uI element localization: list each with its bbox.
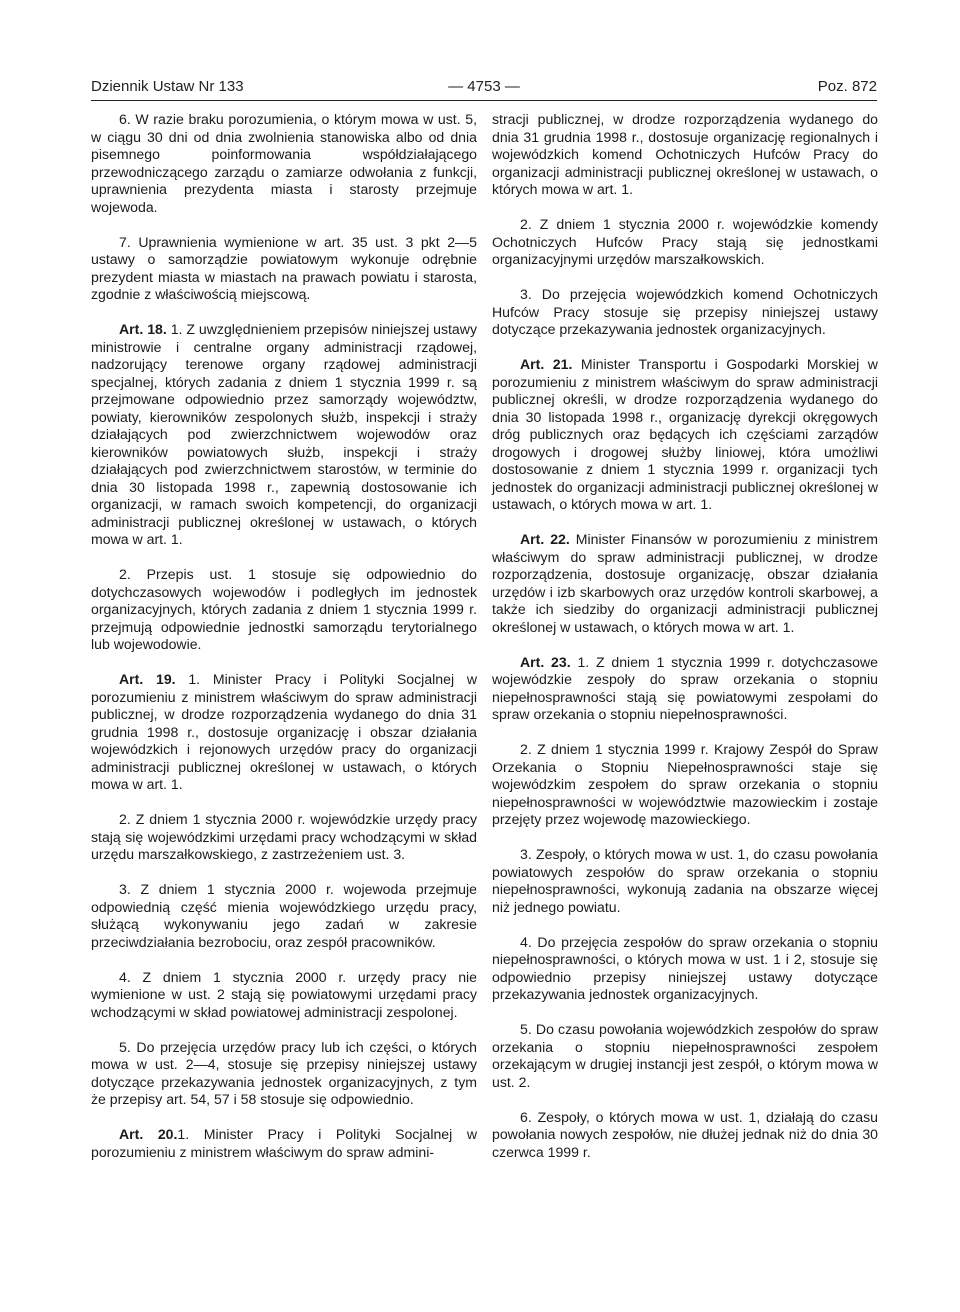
paragraph (91, 234, 477, 304)
paragraph-text: 2. Przepis ust. 1 stosuje się odpowiednio do dotychczasowych wojewodów i podległych im jednostek organizacyjnych, których zadania z dniem 1 stycznia 1999 r. przejmują odpowiednie jednostki samorządu terytorialnego lub wojewodowie. (91, 566, 477, 652)
paragraph (91, 969, 477, 1022)
paragraph (492, 741, 878, 829)
paragraph-text: 3. Zespoły, o których mowa w ust. 1, do czasu powołania powiatowych zespołów do spraw orzekania o stopniu niepełnosprawności, wykonują zadania na obszarze więcej niż jednego powiatu. (492, 846, 878, 915)
paragraph (492, 846, 878, 916)
paragraph-text: 2. Z dniem 1 stycznia 2000 r. wojewódzkie komendy Ochotniczych Hufców Pracy stają się jednostkami organizacyjnymi urzędów marszałkowskich. (492, 216, 878, 267)
paragraph-text: 1. Minister Pracy i Polityki Socjalnej w porozumieniu z ministrem właściwym do spraw admini- (91, 1126, 477, 1160)
paragraph (492, 1109, 878, 1162)
paragraph (492, 216, 878, 269)
paragraph-text: 5. Do czasu powołania wojewódzkich zespołów do spraw orzekania o stopniu niepełnosprawności zespołem orzekającym w drugiej instancji jest zespół, o którym mowa w ust. 2. (492, 1021, 878, 1090)
paragraph-text: 1. Z dniem 1 stycznia 1999 r. dotychczasowe wojewódzkie zespoły do spraw orzekania o stopniu niepełnosprawności stają się powiatowymi zespołami do spraw orzekania o stopniu niepełnosprawności. (492, 653, 878, 722)
paragraph (492, 1021, 878, 1091)
paragraph-text: stracji publicznej, w drodze rozporządzenia wydanego do dnia 31 grudnia 1998 r., dostosuje organizację regionalnych i wojewódzkich komend Ochotniczych Hufców Pracy do organizacji administracji publicznej określonej w ustawach, o których mowa w art. 1. (492, 111, 878, 197)
paragraph (91, 321, 477, 549)
paragraph (492, 111, 878, 199)
paragraph-text: Minister Finansów w porozumieniu z ministrem właściwym do spraw administracji publicznej, w drodze rozporządzenia, dostosuje organizację, obszar działania urzędów i izb skarbowych oraz urzędów kontroli skarbowej, a także ich siedziby do organizacji administracji publicznej określonej w ustawach, o których mowa w art. 1. (492, 531, 879, 635)
paragraph (492, 356, 878, 514)
article-lead: Art. 19. (119, 671, 176, 687)
paragraph (91, 1039, 477, 1109)
paragraph (492, 286, 878, 339)
right-column (492, 111, 878, 1161)
paragraph-text: 4. Do przejęcia zespołów do spraw orzekania o stopniu niepełnosprawności, o których mowa w ust. 1 i 2, stosuje się odpowiednio przepisy niniejszej ustawy dotyczące przekazywania jednostek organizacyjnych. (492, 933, 878, 1002)
paragraph (492, 934, 878, 1004)
paragraph-text: 7. Uprawnienia wymienione w art. 35 ust. 3 pkt 2—5 ustawy o samorządzie powiatowym wykonuje odrębnie prezydent miasta w miastach na prawach powiatu i starosta, zgodnie z właściwością miejscową. (91, 233, 477, 302)
paragraph-text: Minister Transportu i Gospodarki Morskiej w porozumieniu z ministrem właściwym do spraw administracji publicznej określi, w drodze rozporządzenia wydanego do dnia 30 listopada 1998 r., organizację dyrekcji okręgowych dróg publicznych oraz będących ich częściami zarządów drogowych i drogowej służby liniowej, która umożliwi dostosowanie z dniem 1 stycznia 1999 r. organizacji tych jednostek do organizacji administracji publicznej określonej w ustawach, o których mowa w art. 1. (492, 356, 878, 512)
paragraph-text: 3. Do przejęcia wojewódzkich komend Ochotniczych Hufców Pracy stosuje się przepisy niniejszej ustawy dotyczące przekazywania jednostek organizacyjnych. (492, 286, 878, 337)
paragraph (91, 1126, 477, 1161)
article-lead: Art. 20. (119, 1126, 178, 1142)
paragraph (91, 566, 477, 654)
paragraph (91, 811, 477, 864)
header-rule (91, 100, 877, 101)
paragraph-text: 5. Do przejęcia urzędów pracy lub ich części, o których mowa w ust. 2—4, stosuje się przepisy niniejszej ustawy dotyczące przekazywania jednostek organizacyjnych, z tym że przepisy art. 54, 57 i 58 stosuje się odpowiednio. (91, 1038, 477, 1107)
paragraph-text: 1. Minister Pracy i Polityki Socjalnej w porozumieniu z ministrem właściwym do spraw administracji publicznej, w drodze rozporządzenia wydanego do dnia 31 grudnia 1998 r., dostosuje organizację i obszar działania wojewódzkich i rejonowych urzędów pracy do organizacji administracji publicznej określonej w ustawach, o których mowa w art. 1. (91, 671, 478, 792)
paragraph-text: 6. W razie braku porozumienia, o którym mowa w ust. 5, w ciągu 30 dni od dnia zwolnienia stanowiska albo od dnia pisemnego poinformowania współdziałającego przewodniczącego zarządu o zamiarze odwołania z funkcji, uprawnienia prezydenta miasta i starosty przejmuje wojewoda. (91, 111, 477, 215)
paragraph (91, 111, 477, 216)
paragraph-text: 2. Z dniem 1 stycznia 1999 r. Krajowy Zespół do Spraw Orzekania o Stopniu Niepełnosprawności staje się wojewódzkim zespołem do spraw orzekania o stopniu niepełnosprawności w województwie mazowieckim i zostaje przejęty przez wojewodę mazowieckiego. (492, 741, 878, 827)
paragraph (91, 881, 477, 951)
paragraph-text: 3. Z dniem 1 stycznia 2000 r. wojewoda przejmuje odpowiednią część mienia wojewódzkiego urzędu pracy, służącą wykonywaniu jego zadań w zakresie przeciwdziałania bezrobociu, oraz zespół pracowników. (91, 881, 477, 950)
article-lead: Art. 22. (520, 531, 570, 547)
paragraph (91, 671, 477, 794)
paragraph-text: 6. Zespoły, o których mowa w ust. 1, działają do czasu powołania nowych zespołów, nie dłużej jednak niż do dnia 30 czerwca 1999 r. (492, 1108, 878, 1160)
article-lead: Art. 18. (119, 321, 167, 337)
paragraph (492, 531, 878, 636)
journal-title: Dziennik Ustaw Nr 133 (91, 78, 244, 95)
left-column (91, 111, 477, 1161)
position-number: Poz. 872 (817, 78, 877, 95)
article-lead: Art. 23. (520, 653, 571, 670)
paragraph-text: 2. Z dniem 1 stycznia 2000 r. wojewódzkie urzędy pracy stają się wojewódzkimi urzędami pracy wchodzącymi w skład urzędu marszałkowskiego, z zastrzeżeniem ust. 3. (91, 811, 477, 862)
paragraph-text: 1. Z uwzględnieniem przepisów niniejszej ustawy ministrowie i centralne organy administracji rządowej, nadzorujący terenowe organy rządowej administracji specjalnej, których zadania z dniem 1 stycznia 1999 r. są przejmowane odpowiednio przez samorządy województw, powiaty, kierowników zespolonych służb, inspekcji i straży działających pod zwierzchnictwem wojewodów oraz kierowników powiatowych służb, inspekcji i straży działających pod zwierzchnictwem starostów, w terminie do dnia 30 listopada 1998 r., zapewnią dostosowanie ich organizacji, w ramach swoich kompetencji, do organizacji administracji publicznej określonej w ustawach, o których mowa w art. 1. (91, 321, 477, 547)
paragraph (492, 654, 878, 724)
article-lead: Art. 21. (520, 356, 573, 372)
paragraph-text: 4. Z dniem 1 stycznia 2000 r. urzędy pracy nie wymienione w ust. 2 stają się powiatowymi urzędami pracy wchodzącymi w skład powiatowej administracji zespolonej. (91, 968, 477, 1020)
page-header (91, 76, 877, 98)
page-number: — 4753 — (448, 78, 520, 95)
